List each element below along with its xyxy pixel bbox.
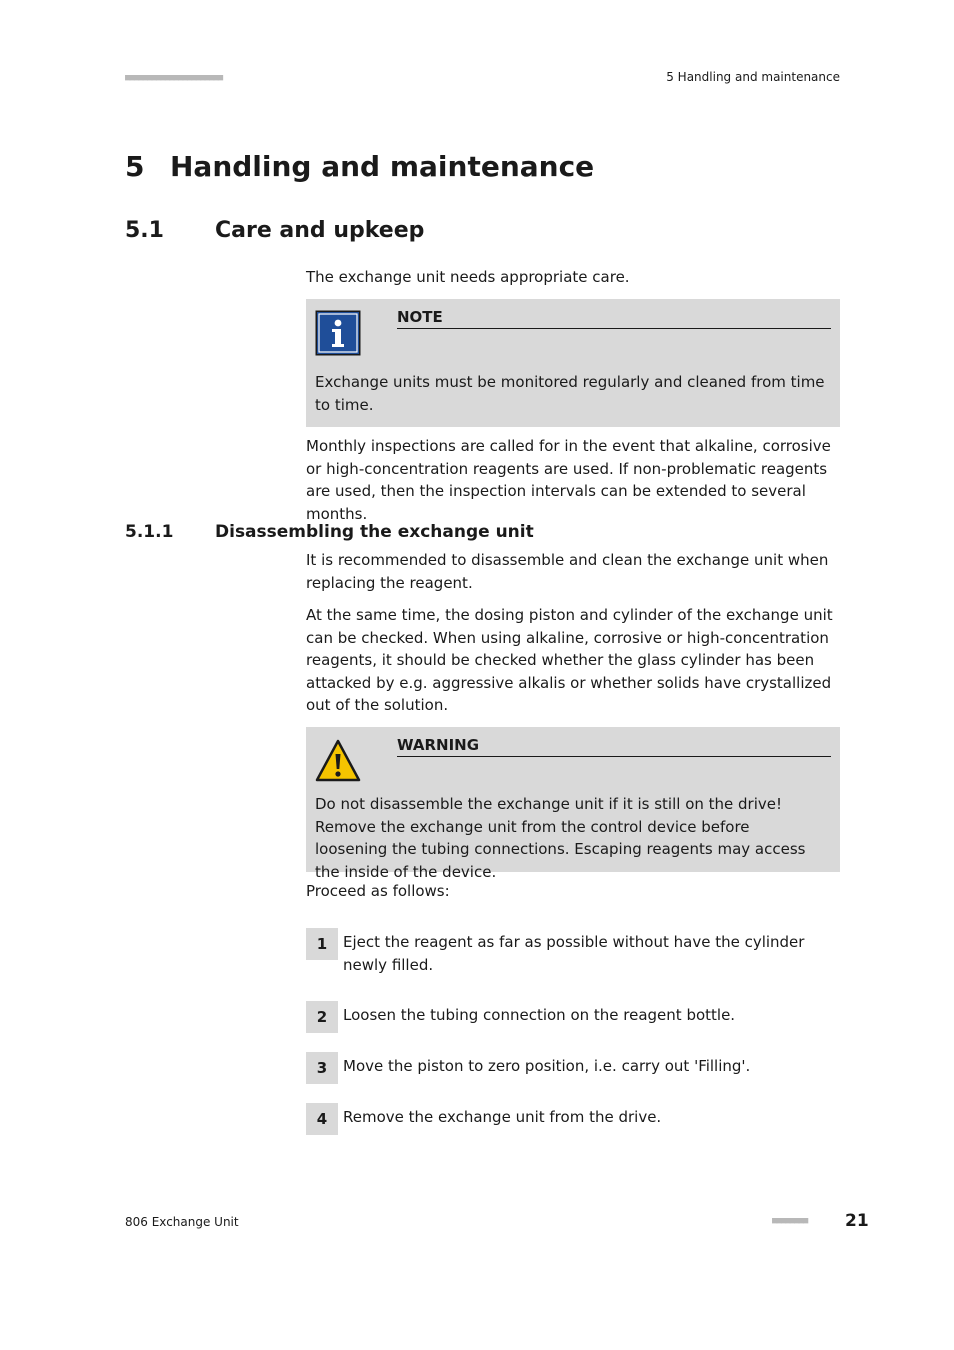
intro-paragraph: The exchange unit needs appropriate care. [306, 268, 630, 286]
note-box [306, 299, 840, 427]
check-paragraph: At the same time, the dosing piston and cylinder of the exchange unit can be checked. When using alkaline, corrosive or high-concentration reagents, it should be checked whether the glass cylinder has been attacked by e.g. aggressive alkalis or whether solids have crystallized out of the solution. [306, 606, 833, 714]
step-number: 3 [306, 1052, 338, 1084]
section-title: Care and upkeep [215, 218, 425, 243]
step-text: Eject the reagent as far as possible without have the cylinder newly filled. [343, 933, 805, 974]
recommend-paragraph: It is recommended to disassemble and clean the exchange unit when replacing the reagent. [306, 551, 829, 592]
step-text: Remove the exchange unit from the drive. [343, 1108, 662, 1126]
subsection-number: 5.1.1 [125, 522, 174, 542]
inspection-paragraph: Monthly inspections are called for in the event that alkaline, corrosive or high-concentration reagents are used. If non-problematic reagents are used, then the inspection intervals can be extended to several months. [306, 437, 831, 523]
note-label: NOTE [397, 308, 831, 329]
header-decoration: ■■■■■■■■■■■■■■■■■■■■■■ [125, 73, 223, 83]
page-number: 21 [845, 1211, 869, 1231]
section-number: 5.1 [125, 218, 164, 243]
running-header: 5 Handling and maintenance [666, 70, 840, 84]
step-text: Move the piston to zero position, i.e. carry out 'Filling'. [343, 1057, 751, 1075]
warning-icon [315, 738, 361, 784]
chapter-title: Handling and maintenance [170, 150, 595, 183]
warning-label: WARNING [397, 736, 831, 757]
step-number: 1 [306, 928, 338, 960]
chapter-number: 5 [125, 150, 145, 183]
footer-product: 806 Exchange Unit [125, 1215, 239, 1229]
step-text: Loosen the tubing connection on the reagent bottle. [343, 1006, 736, 1024]
section-heading [125, 218, 424, 243]
subsection-heading [125, 522, 534, 542]
step-number: 2 [306, 1001, 338, 1033]
subsection-title: Disassembling the exchange unit [215, 522, 534, 542]
warning-text: Do not disassemble the exchange unit if it is still on the drive! Remove the exchange unit from the control device before loosening the tubing connections. Escaping reagents may access the inside of the device. [315, 795, 806, 881]
warning-box [306, 727, 840, 881]
note-text: Exchange units must be monitored regularly and cleaned from time to time. [315, 373, 825, 414]
chapter-heading [125, 150, 594, 183]
info-icon [315, 310, 361, 356]
proceed-text: Proceed as follows: [306, 882, 450, 900]
footer-decoration: ■■■■■■■■ [772, 1216, 808, 1226]
step-number: 4 [306, 1103, 338, 1135]
